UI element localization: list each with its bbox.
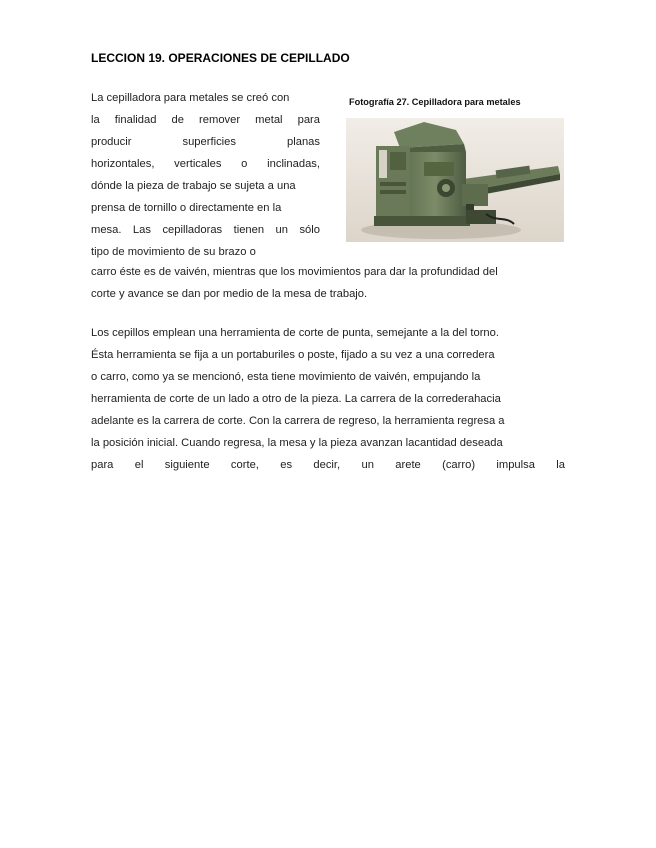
- text-line: o carro, como ya se mencionó, esta tiene movimiento de vaivén, empujando la: [91, 371, 481, 383]
- text-line: La cepilladora para metales se creó con: [91, 92, 290, 104]
- text-line: adelante es la carrera de corte. Con la carrera de regreso, la herramienta regresa a: [91, 415, 505, 427]
- planer-machine-illustration: [346, 118, 564, 242]
- lesson-heading: LECCION 19. OPERACIONES DE CEPILLADO: [91, 51, 350, 65]
- text-line: mesa. Las cepilladoras tienen un sólo: [91, 224, 320, 236]
- text-line: Ésta herramienta se fija a un portaburiles o poste, fijado a su vez a una corredera: [91, 349, 495, 361]
- text-line: la posición inicial. Cuando regresa, la mesa y la pieza avanzan lacantidad deseada: [91, 437, 503, 449]
- text-line: carro éste es de vaivén, mientras que los movimientos para dar la profundidad del: [91, 266, 498, 278]
- text-line: prensa de tornillo o directamente en la: [91, 202, 282, 214]
- text-line: corte y avance se dan por medio de la mesa de trabajo.: [91, 288, 368, 300]
- text-line: tipo de movimiento de su brazo o: [91, 246, 256, 258]
- planer-machine-photo: [346, 118, 564, 242]
- paragraph-1-continued: [91, 261, 565, 305]
- paragraph-1-wrapped: [91, 87, 320, 263]
- text-line: producir superficies planas: [91, 136, 320, 148]
- figure-caption: Fotografía 27. Cepilladora para metales: [349, 97, 521, 107]
- text-line: horizontales, verticales o inclinadas,: [91, 158, 320, 170]
- text-line: herramienta de corte de un lado a otro de la pieza. La carrera de la correderahacia: [91, 393, 501, 405]
- text-line: para el siguiente corte, es decir, un arete (carro) impulsa la: [91, 459, 565, 471]
- paragraph-2: [91, 322, 565, 476]
- text-line: dónde la pieza de trabajo se sujeta a una: [91, 180, 296, 192]
- text-line: la finalidad de remover metal para: [91, 114, 320, 126]
- text-line: Los cepillos emplean una herramienta de corte de punta, semejante a la del torno.: [91, 327, 499, 339]
